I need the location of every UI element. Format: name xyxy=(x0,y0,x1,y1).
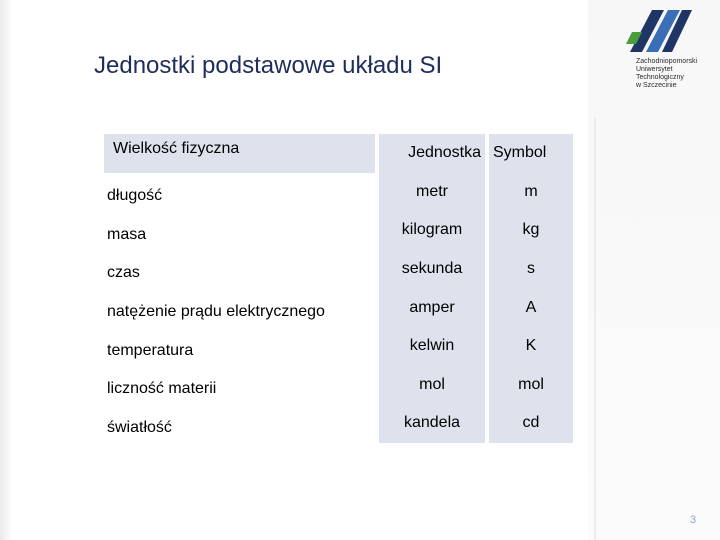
quantity-cell: temperatura xyxy=(107,341,194,359)
si-units-table xyxy=(104,134,573,443)
quantity-cell: natężenie prądu elektrycznego xyxy=(107,302,325,320)
slide-title: Jednostki podstawowe układu SI xyxy=(94,52,443,79)
quantity-cell: masa xyxy=(107,225,147,243)
quantity-cell: światłość xyxy=(107,418,172,436)
table-row xyxy=(104,250,573,289)
logo-line: w Szczecinie xyxy=(636,82,677,89)
quantity-cell: czas xyxy=(107,264,140,282)
unit-cell: kelwin xyxy=(379,327,485,366)
table-row xyxy=(104,404,573,443)
header-unit: Jednostka xyxy=(379,134,485,173)
unit-cell: metr xyxy=(379,173,485,212)
logo-line: Technologiczny xyxy=(636,74,684,81)
table-row xyxy=(104,211,573,250)
symbol-cell: kg xyxy=(489,211,573,250)
symbol-cell: K xyxy=(489,327,573,366)
header-quantity: Wielkość fizyczna xyxy=(104,134,375,173)
logo-line: Uniwersytet xyxy=(636,66,673,73)
unit-cell: amper xyxy=(379,288,485,327)
table-row xyxy=(104,288,573,327)
symbol-cell: A xyxy=(489,288,573,327)
table-row xyxy=(104,173,573,212)
table-row xyxy=(104,327,573,366)
table-row xyxy=(104,366,573,405)
left-border-decoration xyxy=(0,0,12,540)
logo-wordmark xyxy=(636,58,706,90)
page-number: 3 xyxy=(690,514,697,526)
table-header-row xyxy=(104,134,573,173)
university-logo xyxy=(622,8,698,100)
right-divider-line xyxy=(594,118,596,540)
unit-cell: kilogram xyxy=(379,211,485,250)
symbol-cell: mol xyxy=(489,366,573,405)
unit-cell: sekunda xyxy=(379,250,485,289)
symbol-cell: m xyxy=(489,173,573,212)
quantity-cell: długość xyxy=(107,187,163,205)
unit-cell: kandela xyxy=(379,404,485,443)
symbol-cell: cd xyxy=(489,404,573,443)
logo-emblem-icon xyxy=(622,8,698,56)
logo-line: Zachodniopomorski xyxy=(636,58,698,65)
symbol-cell: s xyxy=(489,250,573,289)
unit-cell: mol xyxy=(379,366,485,405)
quantity-cell: liczność materii xyxy=(107,380,217,398)
header-symbol: Symbol xyxy=(489,134,573,173)
